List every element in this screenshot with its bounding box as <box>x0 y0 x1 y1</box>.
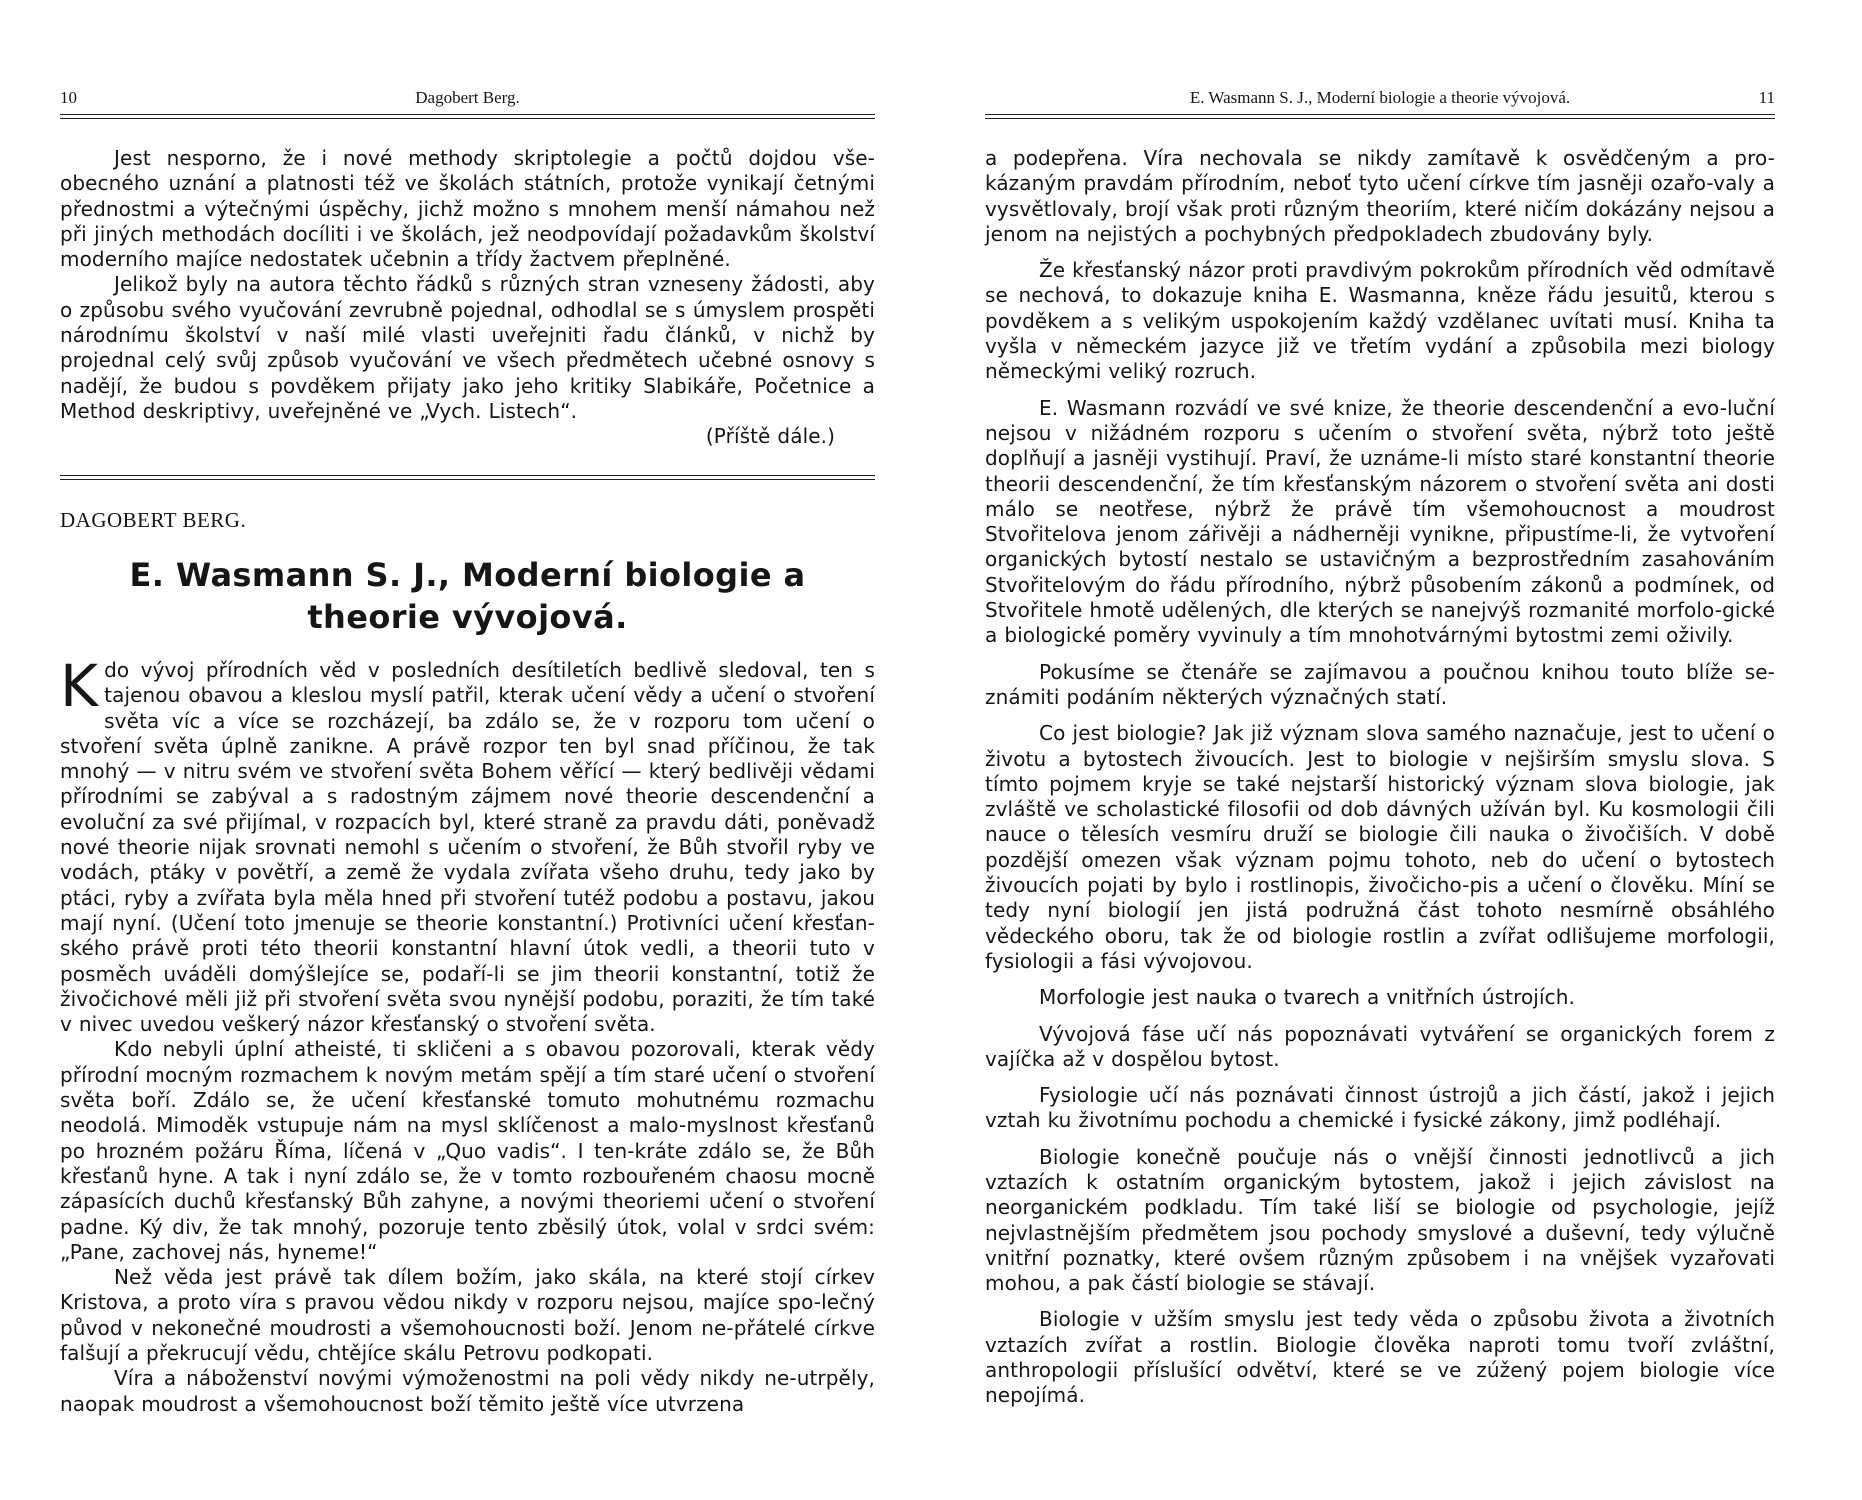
paragraph: Jest nesporno, že i nové methody skriptolegie a počtů dojdou vše-obecného uznání a platnosti též ve školách státních, protože vynikají četnými přednostmi a výtečnými úspěchy, jichž možno s mnohem menší námahou než při jiných methodách docíliti i ve školách, jež neodpovídají požadavkům školství moderního majíce nedostatek učebnin a třídy žactvem přeplněné. <box>60 146 875 272</box>
paragraph: Kdo nebyli úplní atheisté, ti skličeni a s obavou pozorovali, kterak vědy přírodní mocným rozmachem k novým metám spějí a tím staré učení o stvoření světa boří. Zdálo se, že učení křesťanské tomuto mohutnému rozmachu neodolá. Mimoděk vstupuje nám na mysl sklíčenost a malo-myslnost křesťanů po hrozném požáru Říma, líčená v „Quo vadis“. I ten-kráte zdálo se, že Bůh křesťanů hyne. A tak i nyní zdálo se, že v tomto rozbouřeném chaosu mocně zápasících duchů křesťanský Bůh zahyne, a novými theoriemi učení o stvoření padne. Ký div, že tak mnohý, pozoruje tento zběsilý útok, volal v srdci svém: „Pane, zachovej nás, hyneme!“ <box>60 1037 875 1264</box>
running-head-right <box>985 88 1775 112</box>
running-head-title-right: E. Wasmann S. J., Moderní biologie a theorie vývojová. <box>1189 88 1571 107</box>
left-page <box>60 0 875 1500</box>
article-body <box>60 652 875 1417</box>
paragraph: Biologie v užším smyslu jest tedy věda o způsobu života a životních vztazích zvířat a rostlin. Biologie člověka naproti tomu tvoří zvláštní, anthropologii příslušící odvětví, které se ve zúžený pojem biologie více nepojímá. <box>985 1307 1775 1408</box>
paragraph: Že křesťanský názor proti pravdivým pokrokům přírodních věd odmítavě se nechová, to dokazuje kniha E. Wasmanna, kněze řádu jesuitů, kterou s povděkem a s velikým uspokojením každý vzdělanec uvítati musí. Kniha ta vyšla v německém jazyce již ve třetím vydání a způsobila mezi biology německými veliký rozruch. <box>985 258 1775 384</box>
right-body <box>985 146 1775 1409</box>
header-rule-right <box>985 114 1775 119</box>
paragraph: Víra a náboženství novými výmoženostmi na poli vědy nikdy ne-utrpěly, naopak moudrost a všemohoucnost boží těmito ještě více utvrzena <box>60 1366 875 1416</box>
paragraph: a podepřena. Víra nechovala se nikdy zamítavě k osvědčeným a pro-kázaným pravdám přírodním, neboť tyto učení církve tím jasněji ozařo-valy a vysvětlovaly, brojí však proti různým theoriím, které ničím dokázány nejsou a jenom na nejistých a pochybných předpokladech zbudovány byly. <box>985 146 1775 246</box>
intro-text <box>60 146 875 450</box>
paragraph: E. Wasmann rozvádí ve své knize, že theorie descendenční a evo-luční nejsou v nižádném rozporu s učením o stvoření světa, nýbrž toto ještě doplňují a jasněji vystihují. Praví, že uznáme-li místo staré konstantní theorie theorii descendenční, že tím křesťanským názorem o stvoření světa ani dosti málo se neotřese, nýbrž že právě tím všemohoucnost a moudrost Stvořitelova jenom zářivěji a nádherněji vynikne, připustíme-li, že vytvoření organických bytostí nestalo se ustavičným a bezprostředním zasahováním Stvořitelovým do řádu přírodního, nýbrž působením zákonů a podmínek, od Stvořitele hmotě udělených, dle kterých se nanejvýš rozmanité morfolo-gické a biologické poměry vyvinuly a tím mnohotvárnými bytostmi zemi oživily. <box>985 395 1775 648</box>
right-page <box>985 0 1775 1500</box>
author-byline: DAGOBERT BERG. <box>60 508 247 532</box>
drop-cap: K <box>60 652 99 720</box>
article-title: E. Wasmann S. J., Moderní biologie a theorie vývojová. <box>129 556 806 636</box>
paragraph: Co jest biologie? Jak již význam slova samého naznačuje, jest to učení o životu a bytostech živoucích. Jest to biologie v nejširším smyslu slova. S tímto pojmem kryje se také nejstarší historický význam slova biologie, jak zvláště ve scholastické filosofii od dob dávných užíván byl. Ku kosmologii čili nauce o tělesích vesmíru druží se biologie čili nauka o živočiších. V době pozdější omezen však význam pojmu tohoto, neb do učení o bytostech živoucích pojati by bylo i rostlinopis, živočicho-pis a učení o člověku. Míní se tedy nyní biologií jen jistá podružná část tohoto nesmírně obsáhlého vědeckého oboru, tak že od biologie rostlin a zvířat odlišujeme morfologii, fysiologii a fási vývojovou. <box>985 721 1775 973</box>
paragraph: Než věda jest právě tak dílem božím, jako skála, na které stojí církev Kristova, a proto víra s pravou vědou nikdy v rozporu nejsou, majíce spo-lečný původ v nekonečné moudrosti a všemohoucnosti boží. Jenom ne-přátelé církve falšují a překrucují vědu, chtějíce skálu Petrovu podkopati. <box>60 1265 875 1366</box>
header-rule-left <box>60 114 875 119</box>
paragraph: Biologie konečně poučuje nás o vnější činnosti jednotlivců a jich vztazích k ostatním organickým bytostem, jakož i jejich závislost na neorganickém podkladu. Tím také liší se biologie od psychologie, jejíž nejvlastnějším předmětem jsou pochody smyslové a duševní, tedy výlučně vnitřní poznatky, které ovšem různým způsobem i na vnějšek vyzařovati mohou, a pak částí biologie se stávají. <box>985 1144 1775 1296</box>
paragraph: do vývoj přírodních věd v posledních desítiletích bedlivě sledoval, ten s tajenou obavou a kleslou myslí patřil, kterak učení vědy a učení o stvoření světa víc a více se rozcházejí, ba zdálo se, že v rozporu tom učení o stvoření světa úplně zanikne. A právě rozpor ten byl snad příčinou, že tak mnohý — v nitru svém ve stvoření světa Bohem věřící — který bedlivěji vědami přírodními se zabýval a s radostným zájmem nové theorie descendenční a evoluční za své přijímal, v rozpacích byl, které straně za pravdu dáti, poněvadž nové theorie nijak srovnati nemohl s učením o stvoření, že Bůh stvořil ryby ve vodách, ptáky v povětří, a země že vydala zvířata všeho druhu, tedy jako by ptáci, ryby a zvířata byla měla hned při stvoření tutéž podobu a postavu, jakou mají nyní. (Učení toto jmenuje se theorie konstantní.) Protivníci učení křesťan-ského právě proti této theorii konstantní hlavní útok vedli, a theorii tuto v posměch uváděli domýšlejíce se, podaří-li se jim theorii konstantní, totiž že živočichové měli již při stvoření světa svou nynější podobu, poraziti, že tím také v nivec uvedou veškerý názor křesťanský o stvoření světa. <box>60 658 875 1037</box>
paragraph: Vývojová fáse učí nás popoznávati vytváření se organických forem z vajíčka až v dospělou bytost. <box>985 1021 1775 1071</box>
running-head-left <box>60 88 875 112</box>
section-rule <box>60 475 875 480</box>
continued-note: (Příště dále.) <box>705 424 835 449</box>
paragraph: Jelikož byly na autora těchto řádků s různých stran vzneseny žádosti, aby o způsobu svého vyučování zevrubně pojednal, odhodlal se s úmyslem prospěti národnímu školství v naší milé vlasti uveřejniti řadu článků, v nichž by projednal celý svůj způsob vyučování ve všech předmětech učebné osnovy s nadějí, že budou s povděkem přijaty jako jeho kritiky Slabikáře, Početnice a Method deskriptivy, uveřejněné ve „Vych. Listech“. <box>60 272 875 423</box>
paragraph: Fysiologie učí nás poznávati činnost ústrojů a jich částí, jakož i jejich vztah ku životnímu pochodu a chemické i fysické zákony, jimž podléhají. <box>985 1083 1775 1133</box>
paragraph: Morfologie jest nauka o tvarech a vnitřních ústrojích. <box>1039 985 1575 1010</box>
paragraph: Pokusíme se čtenáře se zajímavou a poučnou knihou touto blíže se-známiti podáním některých význačných statí. <box>985 659 1775 709</box>
running-head-title-left: Dagobert Berg. <box>415 88 520 107</box>
page-number-right: 11 <box>1758 88 1775 107</box>
page-number-left: 10 <box>60 88 77 107</box>
